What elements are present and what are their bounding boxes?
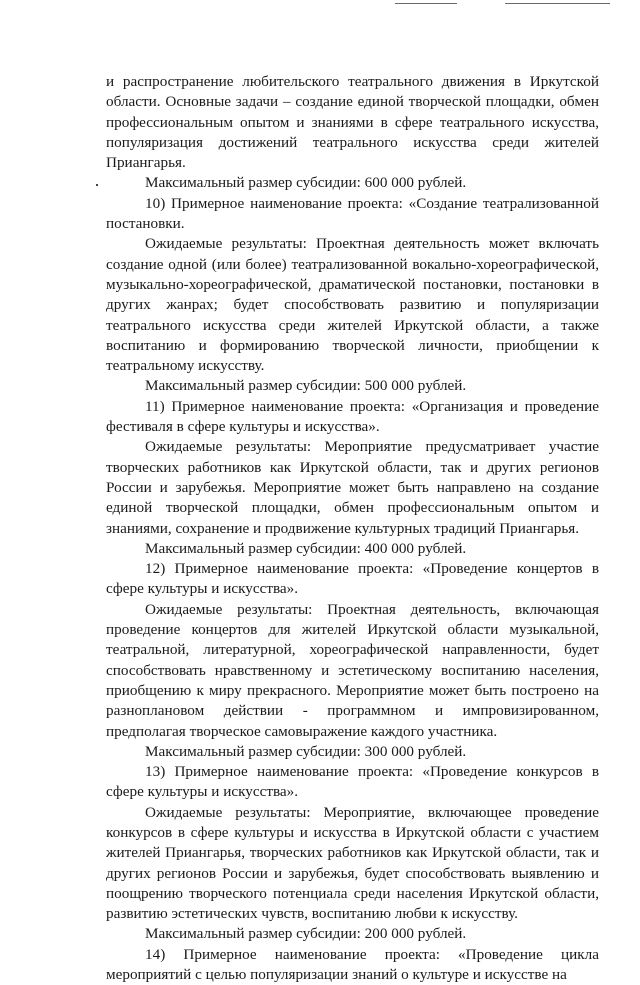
paragraph-project-13-title: 13) Примерное наименование проекта: «Проведение конкурсов в сфере культуры и искусства». bbox=[106, 763, 599, 801]
paragraph-max-subsidy-500000: Максимальный размер субсидии: 500 000 рублей. bbox=[145, 377, 467, 395]
paragraph-project-11-results: Ожидаемые результаты: Мероприятие предусматривает участие творческих работников как Иркутской области, так и других регионов России и зарубежья. Мероприятие может быть направлено на создание единой творческой площадки, обмен профессиональным опытом и знаниями, сохранение и продвижение культурных традиций Приангарья. bbox=[106, 438, 599, 537]
paragraph-max-subsidy-300000: Максимальный размер субсидии: 300 000 рублей. bbox=[145, 742, 467, 760]
paragraph-theater-movement-tasks: и распространение любительского театрального движения в Иркутской области. Основные задачи – создание единой творческой площадки, обмен профессиональным опытом и знаниями в сфере театрального искусства, популяризация достижений театрального искусства среди жителей Приангарья. bbox=[106, 73, 599, 172]
paragraph-project-12-results: Ожидаемые результаты: Проектная деятельность, включающая проведение концертов для жителей Иркутской области музыкальной, театральной, литературной, хореографической направленности, будет способствовать нравственному и эстетическому воспитанию населения, приобщению к миру прекрасного. Мероприятие может быть построено на разноплановом действии - программном и импровизированном, предполагая творческое самовыражение каждого участника. bbox=[106, 600, 599, 740]
paragraph-project-11-title: 11) Примерное наименование проекта: «Организация и проведение фестиваля в сфере культуры и искусства». bbox=[106, 397, 599, 436]
paragraph-project-10-title: 10) Примерное наименование проекта: «Создание театрализованной постановки. bbox=[106, 194, 599, 233]
paragraph-project-14-title: 14) Примерное наименование проекта: «Проведение цикла мероприятий с целью популяризации знаний о культуре и искусстве на bbox=[106, 945, 599, 984]
scan-dot bbox=[96, 184, 98, 186]
paragraph-project-12-title: 12) Примерное наименование проекта: «Проведение концертов в сфере культуры и искусства». bbox=[106, 560, 599, 598]
scan-edge-line bbox=[395, 3, 457, 4]
paragraph-max-subsidy-600000: Максимальный размер субсидии: 600 000 рублей. bbox=[145, 174, 467, 192]
paragraph-max-subsidy-200000: Максимальный размер субсидии: 200 000 рублей. bbox=[145, 925, 467, 943]
paragraph-project-13-results: Ожидаемые результаты: Мероприятие, включающее проведение конкурсов в сфере культуры и искусства в Иркутской области с участием жителей Приангарья, творческих работников как Иркутской области, так и других регионов России и зарубежья, будет способствовать выявлению и поощрению творческого потенциала среди населения Иркутской области, развитию эстетических чувств, воспитанию любви к искусству. bbox=[106, 803, 599, 923]
paragraph-project-10-results: Ожидаемые результаты: Проектная деятельность может включать создание одной (или более) театрализованной вокально-хореографической, музыкально-хореографической, драматической постановки, постановки в других жанрах; будет способствовать развитию и популяризации театрального искусства среди жителей Иркутской области, а также воспитанию и формированию творческой личности, приобщении к театральному искусству. bbox=[106, 235, 599, 375]
scan-edge-line bbox=[505, 3, 610, 4]
paragraph-max-subsidy-400000: Максимальный размер субсидии: 400 000 рублей. bbox=[145, 539, 467, 557]
document-body bbox=[106, 72, 599, 985]
